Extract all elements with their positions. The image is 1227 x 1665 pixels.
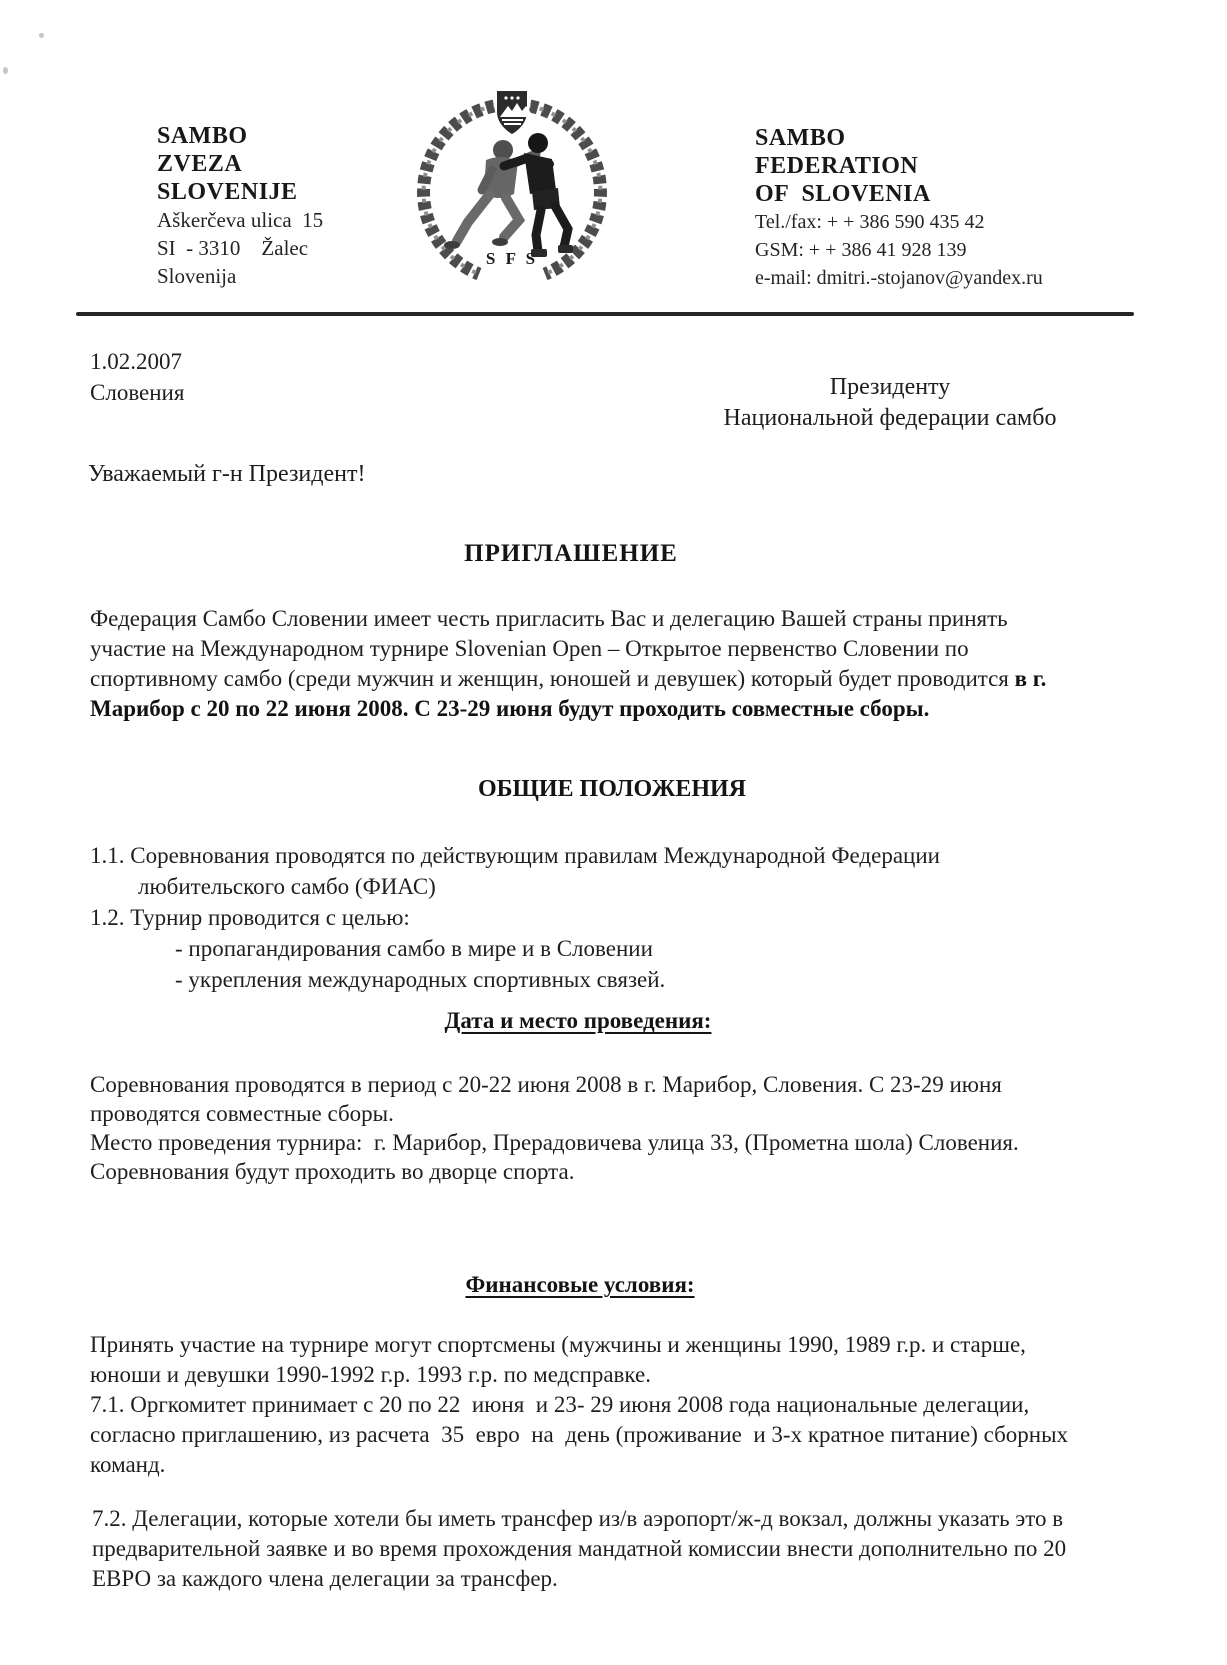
list-item-number: 1.1. bbox=[90, 843, 131, 868]
letter-country: Словения bbox=[90, 380, 185, 405]
org-right-contact-line: GSM: + + 386 41 928 139 bbox=[755, 239, 967, 261]
org-right-name-line: SAMBO bbox=[755, 125, 846, 151]
org-right-name-line: FEDERATION bbox=[755, 153, 919, 179]
wrestlers-wreath-logo-icon bbox=[400, 86, 624, 290]
date-place-paragraph: Соревнования будут проходить во дворце спорта. bbox=[90, 1159, 575, 1184]
addressee-block bbox=[640, 372, 1140, 434]
transfer-section bbox=[92, 1504, 1082, 1594]
scan-speck bbox=[39, 33, 44, 38]
list-item-1-1 bbox=[90, 840, 1090, 902]
org-block-right bbox=[755, 124, 1043, 292]
list-item-1-2 bbox=[90, 902, 1090, 933]
financial-section bbox=[90, 1330, 1085, 1480]
scan-speck bbox=[3, 67, 8, 74]
org-left-name-line: SAMBO bbox=[157, 123, 248, 149]
org-left-address-line: Slovenija bbox=[157, 264, 237, 288]
general-provisions-title: ОБЩИЕ ПОЛОЖЕНИЯ bbox=[477, 776, 747, 802]
list-item-text: Соревнования проводятся по действующим правилам Международной Федерации любительского самбо (ФИАС) bbox=[130, 843, 946, 899]
org-right-name-line: OF SLOVENIA bbox=[755, 181, 931, 207]
invitation-title: ПРИГЛАШЕНИЕ bbox=[464, 540, 678, 567]
date-place-title bbox=[0, 1008, 1156, 1034]
invitation-text-bold: в г. Марибор с 20 по 22 июня 2008. С 23-29 июня будут проходить совместные сборы. bbox=[90, 666, 1053, 721]
sfs-federation-logo bbox=[400, 86, 624, 290]
date-place-section bbox=[90, 1070, 1075, 1186]
financial-title-text: Финансовые условия: bbox=[465, 1272, 695, 1297]
org-block-left bbox=[157, 122, 323, 290]
goal-item: - укрепления международных спортивных связей. bbox=[175, 967, 666, 992]
invitation-text-regular: Федерация Самбо Словении имеет честь пригласить Вас и делегацию Вашей страны принять участие на Международном турнире Slovenian Open – Открытое первенство Словении по спортивному самбо (среди мужчин и женщин, юношей и девушек) который будет проводится bbox=[90, 606, 1015, 691]
date-place-paragraph: Место проведения турнира: г. Марибор, Прерадовичева улица 33, (Прометна шола) Словения. bbox=[90, 1130, 1019, 1155]
logo-abbr-text: S F S bbox=[485, 249, 539, 268]
addressee-line: Президенту bbox=[829, 374, 951, 400]
date-place-paragraph: Соревнования проводятся в период с 20-22 июня 2008 в г. Марибор, Словения. С 23-29 июня проводятся совместные сборы. bbox=[90, 1072, 1008, 1126]
financial-paragraph: 7.1. Оргкомитет принимает с 20 по 22 июня и 23- 29 июня 2008 года национальные делегации, согласно приглашению, из расчета 35 евро на день (проживание и 3-х кратное питание) сборных команд. bbox=[90, 1392, 1074, 1477]
header-divider-rule bbox=[76, 312, 1134, 316]
greeting-line: Уважаемый г-н Президент! bbox=[88, 461, 366, 487]
list-item-text: Турнир проводится с целью: bbox=[130, 905, 410, 930]
goal-item: - пропагандирования самбо в мире и в Словении bbox=[175, 936, 653, 961]
financial-paragraph: 7.2. Делегации, которые хотели бы иметь трансфер из/в аэропорт/ж-д вокзал, должны указать это в предварительной заявке и во время прохождения мандатной комиссии внести дополнительно по 20 ЕВРО за каждого члена делегации за трансфер. bbox=[92, 1506, 1072, 1591]
addressee-line: Национальной федерации самбо bbox=[723, 405, 1057, 431]
invitation-paragraph bbox=[90, 604, 1080, 724]
org-left-address-line: Aškerčeva ulica 15 bbox=[157, 208, 324, 232]
org-left-address-line: SI - 3310 Žalec bbox=[157, 236, 309, 260]
letter-date: 1.02.2007 bbox=[90, 349, 182, 374]
general-provisions-list bbox=[90, 840, 1090, 995]
org-left-name-line: ZVEZA bbox=[157, 151, 243, 177]
financial-title bbox=[0, 1272, 1160, 1298]
org-left-name-line: SLOVENIJE bbox=[157, 179, 298, 205]
financial-paragraph: Принять участие на турнире могут спортсмены (мужчины и женщины 1990, 1989 г.р. и старше, юноши и девушки 1990-1992 г.р. 1993 г.р. по медсправке. bbox=[90, 1332, 1032, 1387]
org-right-contact-line: Tel./fax: + + 386 590 435 42 bbox=[755, 211, 985, 233]
list-item-number: 1.2. bbox=[90, 905, 131, 930]
date-place-title-text: Дата и место проведения: bbox=[444, 1008, 712, 1033]
org-right-contact-line: e-mail: dmitri.-stojanov@yandex.ru bbox=[755, 267, 1043, 289]
letter-date-block bbox=[90, 346, 184, 408]
